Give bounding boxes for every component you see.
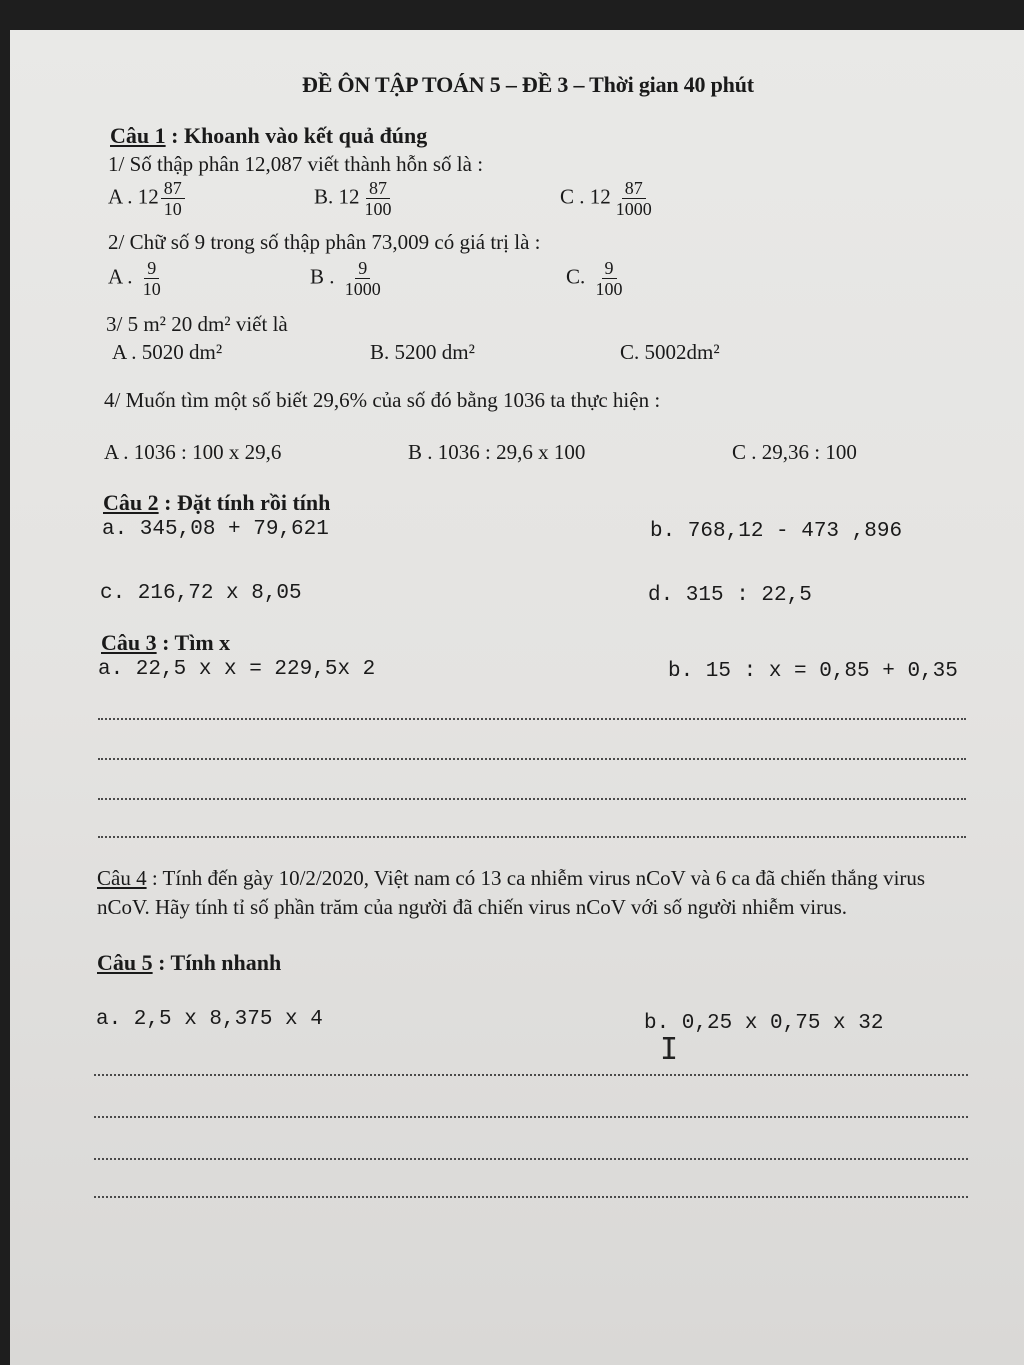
q1-p2-option-a xyxy=(108,258,164,299)
numerator: 87 xyxy=(622,178,646,199)
q1-p2-option-b xyxy=(310,258,384,299)
q1-label: Câu 1 xyxy=(110,123,166,148)
answer-line xyxy=(98,718,966,720)
q3-part-a: a. 22,5 x x = 229,5x 2 xyxy=(98,658,376,681)
q2-part-a: a. 345,08 + 79,621 xyxy=(102,518,329,541)
page-title: ĐỀ ÔN TẬP TOÁN 5 – ĐỀ 3 – Thời gian 40 phút xyxy=(302,72,754,97)
fraction xyxy=(161,178,185,219)
q1-p1-option-a xyxy=(108,178,185,219)
q2-part-c: c. 216,72 x 8,05 xyxy=(100,582,302,605)
q1-p1-option-b xyxy=(314,178,395,219)
q5-label: Câu 5 xyxy=(97,950,153,975)
denominator: 100 xyxy=(595,279,623,299)
q1-p4-question: 4/ Muốn tìm một số biết 29,6% của số đó bằng 1036 ta thực hiện : xyxy=(104,388,661,412)
q1-p3-option-a: A . 5020 dm² xyxy=(112,340,223,364)
answer-line xyxy=(98,798,966,800)
q5-heading-text: : Tính nhanh xyxy=(152,950,282,975)
numerator: 87 xyxy=(366,178,390,199)
document-page xyxy=(10,30,1024,1365)
q3-part-b: b. 15 : x = 0,85 + 0,35 xyxy=(668,660,958,683)
answer-line xyxy=(98,758,966,760)
q3-heading-text: : Tìm x xyxy=(156,630,231,655)
q1-p2-option-c xyxy=(566,258,626,299)
fraction xyxy=(593,258,626,299)
q1-heading-text: : Khoanh vào kết quả đúng xyxy=(165,123,428,148)
numerator: 9 xyxy=(355,258,370,279)
q1-p3-option-b: B. 5200 dm² xyxy=(370,340,475,364)
numerator: 9 xyxy=(144,258,159,279)
q1-p4-option-a: A . 1036 : 100 x 29,6 xyxy=(104,440,282,464)
q4-label: Câu 4 xyxy=(97,866,147,890)
option-prefix: B. 12 xyxy=(314,184,360,209)
denominator: 1000 xyxy=(615,199,652,219)
denominator: 1000 xyxy=(344,279,381,299)
answer-line xyxy=(94,1196,968,1198)
q3-heading xyxy=(101,630,230,656)
denominator: 100 xyxy=(364,199,392,219)
q5-part-a: a. 2,5 x 8,375 x 4 xyxy=(96,1008,323,1031)
numerator: 9 xyxy=(602,258,617,279)
option-prefix: A . 12 xyxy=(108,184,159,209)
q4-text: : Tính đến gày 10/2/2020, Việt nam có 13 ca nhiễm virus nCoV và 6 ca đã chiến thắng virus nCoV. Hãy tính tỉ số phần trăm của người đã chiến virus nCoV với số người nhiễm virus. xyxy=(97,866,926,919)
option-prefix: C . 12 xyxy=(560,184,611,209)
fraction xyxy=(362,178,395,219)
fraction xyxy=(613,178,655,219)
denominator: 10 xyxy=(163,199,182,219)
q4-paragraph xyxy=(97,864,977,922)
option-prefix: A . xyxy=(108,264,133,289)
q5-heading xyxy=(97,950,281,976)
q1-p1-option-c xyxy=(560,178,655,219)
q2-heading-text: : Đặt tính rồi tính xyxy=(158,490,331,515)
fraction xyxy=(342,258,384,299)
q1-p3-question: 3/ 5 m² 20 dm² viết là xyxy=(106,312,288,336)
numerator: 87 xyxy=(161,178,185,199)
q5-part-b: b. 0,25 x 0,75 x 32 xyxy=(644,1012,884,1035)
q1-p2-question: 2/ Chữ số 9 trong số thập phân 73,009 có giá trị là : xyxy=(108,230,541,254)
option-prefix: B . xyxy=(310,264,335,289)
q1-heading xyxy=(110,123,427,149)
q2-label: Câu 2 xyxy=(103,490,159,515)
answer-line xyxy=(94,1116,968,1118)
option-prefix: C. xyxy=(566,264,586,289)
q1-p3-option-c: C. 5002dm² xyxy=(620,340,720,364)
q1-p1-question: 1/ Số thập phân 12,087 viết thành hỗn số là : xyxy=(108,152,484,176)
answer-line xyxy=(98,836,966,838)
answer-line xyxy=(94,1074,968,1076)
q1-p4-option-c: C . 29,36 : 100 xyxy=(732,440,857,464)
q2-heading xyxy=(103,490,330,516)
q2-part-d: d. 315 : 22,5 xyxy=(648,584,812,607)
answer-line xyxy=(94,1158,968,1160)
denominator: 10 xyxy=(142,279,161,299)
q1-p4-option-b: B . 1036 : 29,6 x 100 xyxy=(408,440,586,464)
text-cursor-icon: I xyxy=(660,1032,679,1067)
q2-part-b: b. 768,12 - 473 ,896 xyxy=(650,520,903,543)
q3-label: Câu 3 xyxy=(101,630,157,655)
fraction xyxy=(140,258,164,299)
